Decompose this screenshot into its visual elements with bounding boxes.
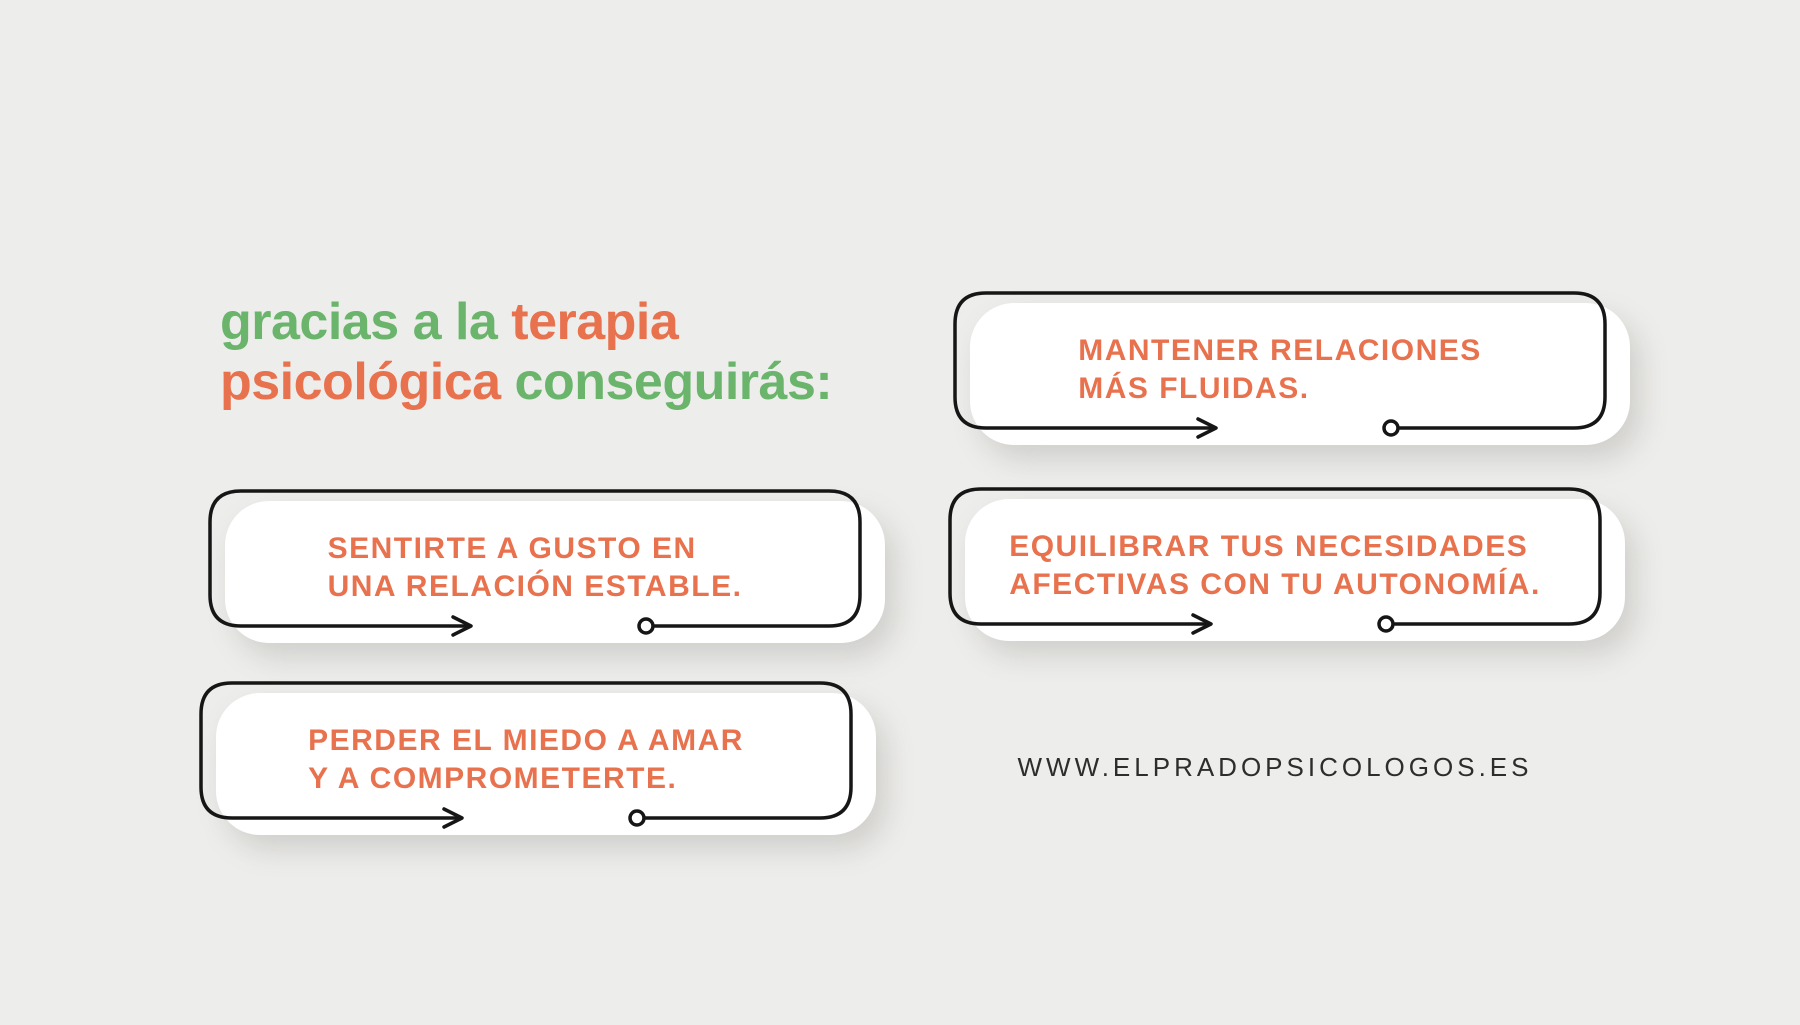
benefit-card-sentirte-a-gusto: [205, 486, 865, 626]
title-line-2: [220, 352, 832, 412]
card-text: [196, 690, 856, 830]
title-segment: terapia: [511, 293, 679, 351]
page-title: [220, 292, 832, 412]
title-segment: gracias a la: [220, 293, 512, 351]
card-text: [205, 498, 865, 638]
benefit-card-perder-el-miedo: [196, 678, 856, 818]
card-text: [945, 496, 1605, 636]
benefit-card-mantener-relaciones: [950, 288, 1610, 428]
title-segment: psicológica: [220, 353, 515, 411]
card-text: [950, 300, 1610, 440]
website-url: WWW.ELPRADOPSICOLOGOS.ES: [1017, 752, 1533, 782]
card-line: PERDER EL MIEDO A AMAR: [308, 724, 744, 757]
card-line: SENTIRTE A GUSTO EN: [327, 532, 697, 565]
card-line: Y A COMPROMETERTE.: [308, 762, 678, 795]
card-line: MÁS FLUIDAS.: [1078, 372, 1310, 405]
card-line: EQUILIBRAR TUS NECESIDADES: [1009, 530, 1529, 563]
benefit-card-equilibrar-necesidades: [945, 484, 1605, 624]
title-segment: conseguirás:: [514, 353, 833, 411]
title-line-1: [220, 292, 832, 352]
card-line: AFECTIVAS CON TU AUTONOMÍA.: [1009, 568, 1541, 601]
card-line: UNA RELACIÓN ESTABLE.: [327, 570, 743, 603]
card-line: MANTENER RELACIONES: [1078, 334, 1482, 367]
